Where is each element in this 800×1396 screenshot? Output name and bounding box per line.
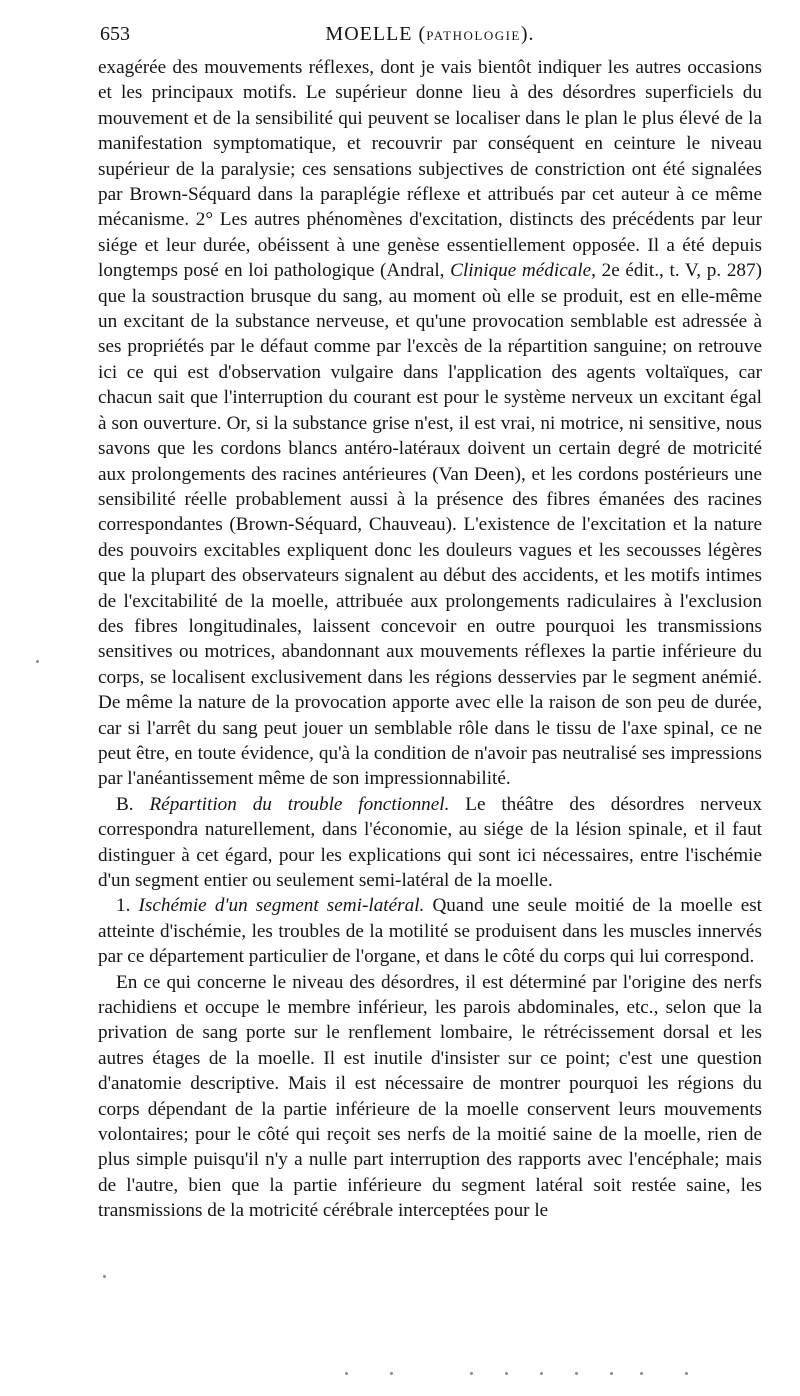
scan-speck — [540, 1372, 543, 1375]
running-title-main: MOELLE ( — [325, 23, 427, 45]
italic-citation: Clinique médicale — [450, 260, 592, 282]
paragraph-continuation — [98, 55, 762, 792]
running-title-sub: PATHOLOGIE — [426, 28, 521, 43]
running-header — [100, 16, 760, 52]
scan-speck — [36, 660, 39, 663]
scan-speck — [640, 1372, 643, 1375]
scan-speck — [470, 1372, 473, 1375]
paragraph-section-1 — [98, 893, 762, 969]
running-title — [100, 16, 760, 54]
scan-speck — [103, 1275, 106, 1278]
scan-speck — [685, 1372, 688, 1375]
scan-speck — [610, 1372, 613, 1375]
section-marker: B. — [116, 793, 150, 815]
body-text — [98, 55, 762, 1224]
scan-speck — [505, 1372, 508, 1375]
paragraph-section-b — [98, 792, 762, 894]
text-run: Le théâtre des désordres nerveux correspondra naturellement, dans l'économie, au siége de la lésion spinale, et il faut distinguer à cet égard, pour les explications qui sont ici nécessaires, entre l'ischémie d'un segment entier ou seulement semi-latéral de la moelle. — [98, 793, 762, 891]
text-run: Quand une seule moitié de la moelle est atteinte d'ischémie, les troubles de la motilité se produisent dans les muscles innervés par ce département particulier de l'organe, et dans le côté du corps qui lui correspond. — [98, 895, 763, 968]
text-run: , 2e édit., t. V, p. 287) que la soustraction brusque du sang, au moment où elle se produit, est en elle-même un excitant de la substance nerveuse, et qu'une provocation semblable est adressée à ses propriétés par le défaut comme par l'excès de la répartition sanguine; on retrouve ici ce qui est d'observation vulgaire dans l'application des agents voltaïques, car chacun sait que l'interruption du courant est pour le système nerveux un excitant égal à son ouverture. Or, si la substance grise n'est, il est vrai, ni motrice, ni sensitive, nous savons que les cordons blancs antéro-latéraux doivent un certain degré de motricité aux prolongements des racines antérieures (Van Deen), et les cordons postérieurs une sensibilité réelle probablement aussi à la présence des fibres émanées des racines correspondantes (Brown-Séquard, Chauveau). L'existence de l'excitation et la nature des pouvoirs excitables expliquent donc les douleurs vagues et les secousses légères que la plupart des observateurs signalent au début des accidents, et les motifs intimes de l'excitabilité de la moelle, attribuée aux prolongements radiculaires à l'exclusion des fibres longitudinales, laissent concevoir en outre pourquoi les transmissions sensitives ou motrices, abandonnant aux mouvements réflexes la partie inférieure du corps, se localisent exclusivement dans les régions desservies par le segment anémié. De même la nature de la provocation apporte avec elle la raison de son peu de durée, car si l'arrêt du sang peut jouer un semblable rôle dans le tissu de l'axe spinal, ce ne peut être, en toute évidence, qu'à la condition de n'avoir pas neutralisé ses impressions par l'anéantissement même de son impressionnabilité. — [98, 260, 762, 790]
paragraph-niveau — [98, 970, 762, 1224]
section-heading: Répartition du trouble fonctionnel. — [149, 793, 450, 815]
section-marker: 1. — [116, 895, 139, 917]
running-title-close: ). — [520, 23, 535, 45]
scan-speck — [575, 1372, 578, 1375]
text-run: exagérée des mouvements réflexes, dont je vais bientôt indiquer les autres occasions et les principaux motifs. Le supérieur donne lieu à des désordres superficiels du mouvement et de la sensibilité qui peuvent se localiser dans le plan le plus élevé de la manifestation symptomatique, et recouvrir par conséquent en ceinture le niveau supérieur de la paralysie; ces sensations subjectives de constriction ont été signalées par Brown-Séquard dans la paraplégie réflexe et attribués par cet auteur à ce même mécanisme. 2° Les autres phénomènes d'excitation, distincts des précédents par leur siége et leur durée, obéissent à une genèse essentiellement opposée. Il a été depuis longtemps posé en loi pathologique (Andral, — [98, 57, 762, 282]
scan-speck — [345, 1372, 348, 1375]
scan-speck — [390, 1372, 393, 1375]
page-number: 653 — [100, 23, 130, 45]
text-run: En ce qui concerne le niveau des désordres, il est déterminé par l'origine des nerfs rachidiens et occupe le membre inférieur, les parois abdominales, etc., selon que la privation de sang porte sur le renflement lombaire, le rétrécissement dorsal et les autres étages de la moelle. Il est inutile d'insister sur ce point; c'est une question d'anatomie descriptive. Mais il est nécessaire de montrer pourquoi les régions du corps dépendant de la partie inférieure de la moelle conservent leurs mouvements volontaires; pour le côté qui reçoit ses nerfs de la moitié saine de la moelle, rien de plus simple puisqu'il n'y a nulle part interruption des rapports avec l'encéphale; mais de l'autre, bien que la partie inférieure du segment latéral soit restée saine, les transmissions de la motricité cérébrale interceptées pour le — [98, 971, 762, 1222]
section-heading: Ischémie d'un segment semi-latéral. — [138, 895, 425, 917]
